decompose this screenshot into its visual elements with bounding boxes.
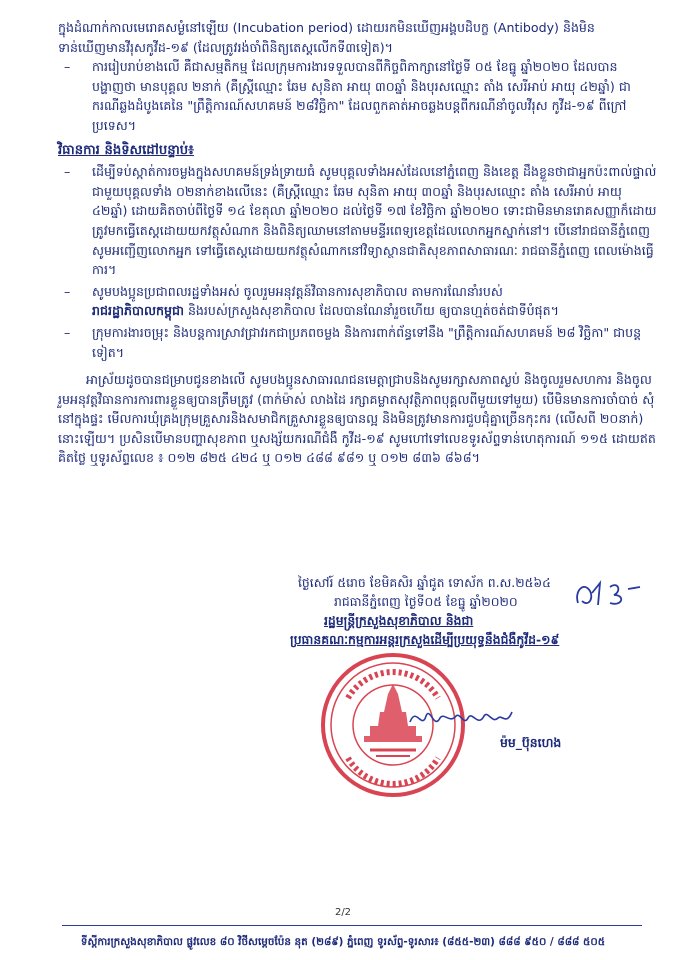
page-number: 2/2 xyxy=(334,907,352,918)
signer-title-1: រដ្ឋមន្ត្រីក្រសួងសុខាភិបាល និងជា xyxy=(324,613,474,628)
bullet-hypothesis: – ការរៀបរាប់ខាងលើ គឺជាសម្មតិកម្ម ដែលក្រុមការងារទទួលបានពីកិច្ចពិភាក្សានៅថ្ងៃទី ០៥ ខែធ្នូ ឆ្នាំ២០២០ ដែលបានបង្ហាញថា មានបុគ្គល ២នាក់ (គឺស្ត្រីឈ្មោះ ឆែម សុនិតា អាយុ ៣០ឆ្នាំ និងបុរសឈ្មោះ តាំង សេរីអាប់ អាយុ ៤២ឆ្នាំ) ជាករណីឆ្លងដំបូងគេនៃ "ព្រឹត្តិការណ៍សហគមន៍ ២៨វិច្ឆិកា" ដែលពួកគាត់អាចឆ្លងបន្តពីករណីនាំចូលវីរុស កូវីដ-១៩ ពីក្រៅប្រទេស។ xyxy=(64,59,631,133)
research-text: ក្រុមការងារចម្រុះ និងបន្តការស្រាវជ្រាវរកជាប្រភពចម្លង និងការពាក់ព័ន្ធទៅនឹង "ព្រឹត្តិការណ៍សហគមន៍ ២៨ វិច្ឆិកា" ជាបន្តទៀត។ xyxy=(92,324,642,360)
incubation-line-1: ក្នុងដំណាក់កាលមេរោគសម្ងំនៅឡើយ (Incubation period) ដោយរកមិនឃើញអង្គបដិបក្ខ (Antibody) និងមិន xyxy=(58,20,595,35)
bullet-compliance: – សូមបងប្អូនប្រជាពលរដ្ឋទាំងអស់ ចូលរួមអនុវត្តន៍វិធានការសុខាភិបាល តាមការណែនាំរបស់ រាជរដ្ឋាភិបាលកម្ពុជា និងរបស់ក្រសួងសុខាភិបាល ដែលបានណែនាំរួចហើយ ឲ្យបានហ្មត់ចត់ជាទីបំផុត។ xyxy=(64,283,559,319)
paragraph-incubation xyxy=(58,18,658,57)
government-name: រាជរដ្ឋាភិបាលកម្ពុជា xyxy=(92,303,184,319)
measures-heading: វិធានការ និងទិសដៅបន្ទាប់៖ xyxy=(58,142,194,158)
date-solar: រាជធានីភ្នំពេញ ថ្ងៃទី០៥ ខែធ្នូ ឆ្នាំ២០២០ xyxy=(334,594,518,609)
footer-divider xyxy=(62,925,642,926)
date-lunar: ថ្ងៃសៅរ៍ ៥រោច ខែមិគសិរ ឆ្នាំជូត ទោស័ក ព.ស.២៥៦៤ xyxy=(298,575,551,590)
initials-signature xyxy=(570,573,650,613)
compliance-text-pre: សូមបងប្អូនប្រជាពលរដ្ឋទាំងអស់ ចូលរួមអនុវត្តន៍វិធានការសុខាភិបាល តាមការណែនាំរបស់ xyxy=(92,283,503,299)
bullet-testing: – ដើម្បីទប់ស្កាត់ការចម្លងក្នុងសហគមន៍ទ្រង់ទ្រាយធំ សូមបុគ្គលទាំងអស់ដែលនៅភ្នំពេញ និងខេត្ត ដឹងខ្លួនថាជាអ្នកប៉ះពាល់ផ្ទាល់ជាមួយបុគ្គលទាំង ០២នាក់ខាងលើនេះ (គឺស្ត្រីឈ្មោះ ឆែម សុនិតា អាយុ ៣០ឆ្នាំ និងបុរសឈ្មោះ តាំង សេរីអាប់ អាយុ ៤២ឆ្នាំ) ដោយគិតចាប់ពីថ្ងៃទី ១៤ ខែតុលា ឆ្នាំ២០២០ ដល់ថ្ងៃទី ១៧ ខែវិច្ឆិកា ឆ្នាំ២០២០ ទោះជាមិនមានរោគសញ្ញាក៏ដោយ ត្រូវមកធ្វើតេស្តដោយយកវត្ថុសំណាក និងពិនិត្យឈាមនៅតាមមន្ទីរពេទ្យខេត្តដែលលោកអ្នកស្នាក់នៅ។ បើនៅរាជធានីភ្នំពេញ សូមអញ្ជើញលោកអ្នក ទៅធ្វើតេស្តដោយយកវត្ថុសំណាកនៅវិទ្យាស្ថានជាតិសុខភាពសាធារណៈ រាជធានីភ្នំពេញ ពេលម៉ោងធ្វើការ។ xyxy=(64,164,657,278)
testing-text: ដើម្បីទប់ស្កាត់ការចម្លងក្នុងសហគមន៍ទ្រង់ទ្រាយធំ សូមបុគ្គលទាំងអស់ដែលនៅភ្នំពេញ និងខេត្ត ដឹងខ្លួនថាជាអ្នកប៉ះពាល់ផ្ទាល់ជាមួយបុគ្គលទាំង ០២នាក់ខាងលើនេះ (គឺស្ត្រីឈ្មោះ ឆែម សុនិតា អាយុ ៣០ឆ្នាំ និងបុរសឈ្មោះ តាំង សេរីអាប់ អាយុ ៤២ឆ្នាំ) ដោយគិតចាប់ពីថ្ងៃទី ១៤ ខែតុលា ឆ្នាំ២០២០ ដល់ថ្ងៃទី ១៧ ខែវិច្ឆិកា ឆ្នាំ២០២០ ទោះជាមិនមានរោគសញ្ញាក៏ដោយ ត្រូវមកធ្វើតេស្តដោយយកវត្ថុសំណាក និងពិនិត្យឈាមនៅតាមមន្ទីរពេទ្យខេត្តដែលលោកអ្នកស្នាក់នៅ។ បើនៅរាជធានីភ្នំពេញ សូមអញ្ជើញលោកអ្នក ទៅធ្វើតេស្តដោយយកវត្ថុសំណាកនៅវិទ្យាស្ថានជាតិសុខភាពសាធារណៈ រាជធានីភ្នំពេញ ពេលម៉ោងធ្វើការ។ xyxy=(92,164,657,278)
bullet-research: – ក្រុមការងារចម្រុះ និងបន្តការស្រាវជ្រាវរកជាប្រភពចម្លង និងការពាក់ព័ន្ធទៅនឹង "ព្រឹត្តិការណ៍សហគមន៍ ២៨ វិច្ឆិកា" ជាបន្តទៀត។ xyxy=(64,324,642,360)
incubation-line-2: ទាន់ឃើញមានវីរុសកូវីដ-១៩ (ដែលត្រូវរង់ចាំពិនិត្យតេស្តលើកទី៣ទៀត)។ xyxy=(58,39,393,55)
signer-name: ម៉ម_ប៊ុនហេង xyxy=(500,735,562,750)
footer-address: ទីស្តីការក្រសួងសុខាភិបាល ផ្លូវលេខ ៨០ វិថីសម្ដេចប៉ែន នុត (២៨៩) ភ្នំពេញ ទូរស័ព្ទ-ទូរសារ៖ (៨៥៥-២៣) ៨៨៨ ៩៥០ / ៨៨៨ ៥០៥ xyxy=(80,936,606,948)
signer-title-2: ប្រធានគណៈកម្មការអន្តរក្រសួងដើម្បីប្រយុទ្ធនឹងជំងឺកូវីដ-១៩ xyxy=(290,632,560,647)
closing-paragraph: អាស្រ័យដូចបានជម្រាបជូនខាងលើ សូមបងប្អូនសាធារណជនមេត្តាជ្រាបនិងសូមរក្សាសភាពស្ងប់ និងចូលរួមសហការ និងចូលរួមអនុវត្តវិធានការការពារខ្លួនឲ្យបានត្រឹមត្រូវ (ពាក់ម៉ាស់ លាងដៃ រក្សាគម្លាតសុវត្ថិភាពបុគ្គលពីមួយទៅមួយ) បើមិនមានការចាំបាច់ សុំនៅក្នុងផ្ទះ មើលការឃុំគ្រងក្រុមគ្រួសារនិងសមាជិកគ្រួសារខ្លួនឲ្យបានល្អ និងមិនត្រូវមានការជួបជុំគ្នាច្រើនកុះករ (លើសពី ២០នាក់) នោះឡើយ។ ប្រសិនបើមានបញ្ហាសុខភាព ឬសង្ស័យករណីជំងឺ កូវីដ-១៩ សូមហៅទៅលេខទូរស័ព្ទទាន់ហេតុការណ៍ ១១៥ ដោយឥតគិតថ្លៃ ឬទូរស័ព្ទលេខ ៖ ០១២ ៨២៥ ៤២៤ ឬ ០១២ ៤៨៨ ៩៨១ ឬ ០១២ ៨៣៦ ៨៦៨។ xyxy=(58,372,656,466)
letter-body xyxy=(58,18,658,468)
handwritten-signature xyxy=(406,700,516,740)
hypothesis-text: ការរៀបរាប់ខាងលើ គឺជាសម្មតិកម្ម ដែលក្រុមការងារទទួលបានពីកិច្ចពិភាក្សានៅថ្ងៃទី ០៥ ខែធ្នូ ឆ្នាំ២០២០ ដែលបានបង្ហាញថា មានបុគ្គល ២នាក់ (គឺស្ត្រីឈ្មោះ ឆែម សុនិតា អាយុ ៣០ឆ្នាំ និងបុរសឈ្មោះ តាំង សេរីអាប់ អាយុ ៤២ឆ្នាំ) ជាករណីឆ្លងដំបូងគេនៃ "ព្រឹត្តិការណ៍សហគមន៍ ២៨វិច្ឆិកា" ដែលពួកគាត់អាចឆ្លងបន្តពីករណីនាំចូលវីរុស កូវីដ-១៩ ពីក្រៅប្រទេស។ xyxy=(92,59,631,133)
compliance-text-post: និងរបស់ក្រសួងសុខាភិបាល ដែលបានណែនាំរួចហើយ ឲ្យបានហ្មត់ចត់ជាទីបំផុត។ xyxy=(183,303,559,319)
